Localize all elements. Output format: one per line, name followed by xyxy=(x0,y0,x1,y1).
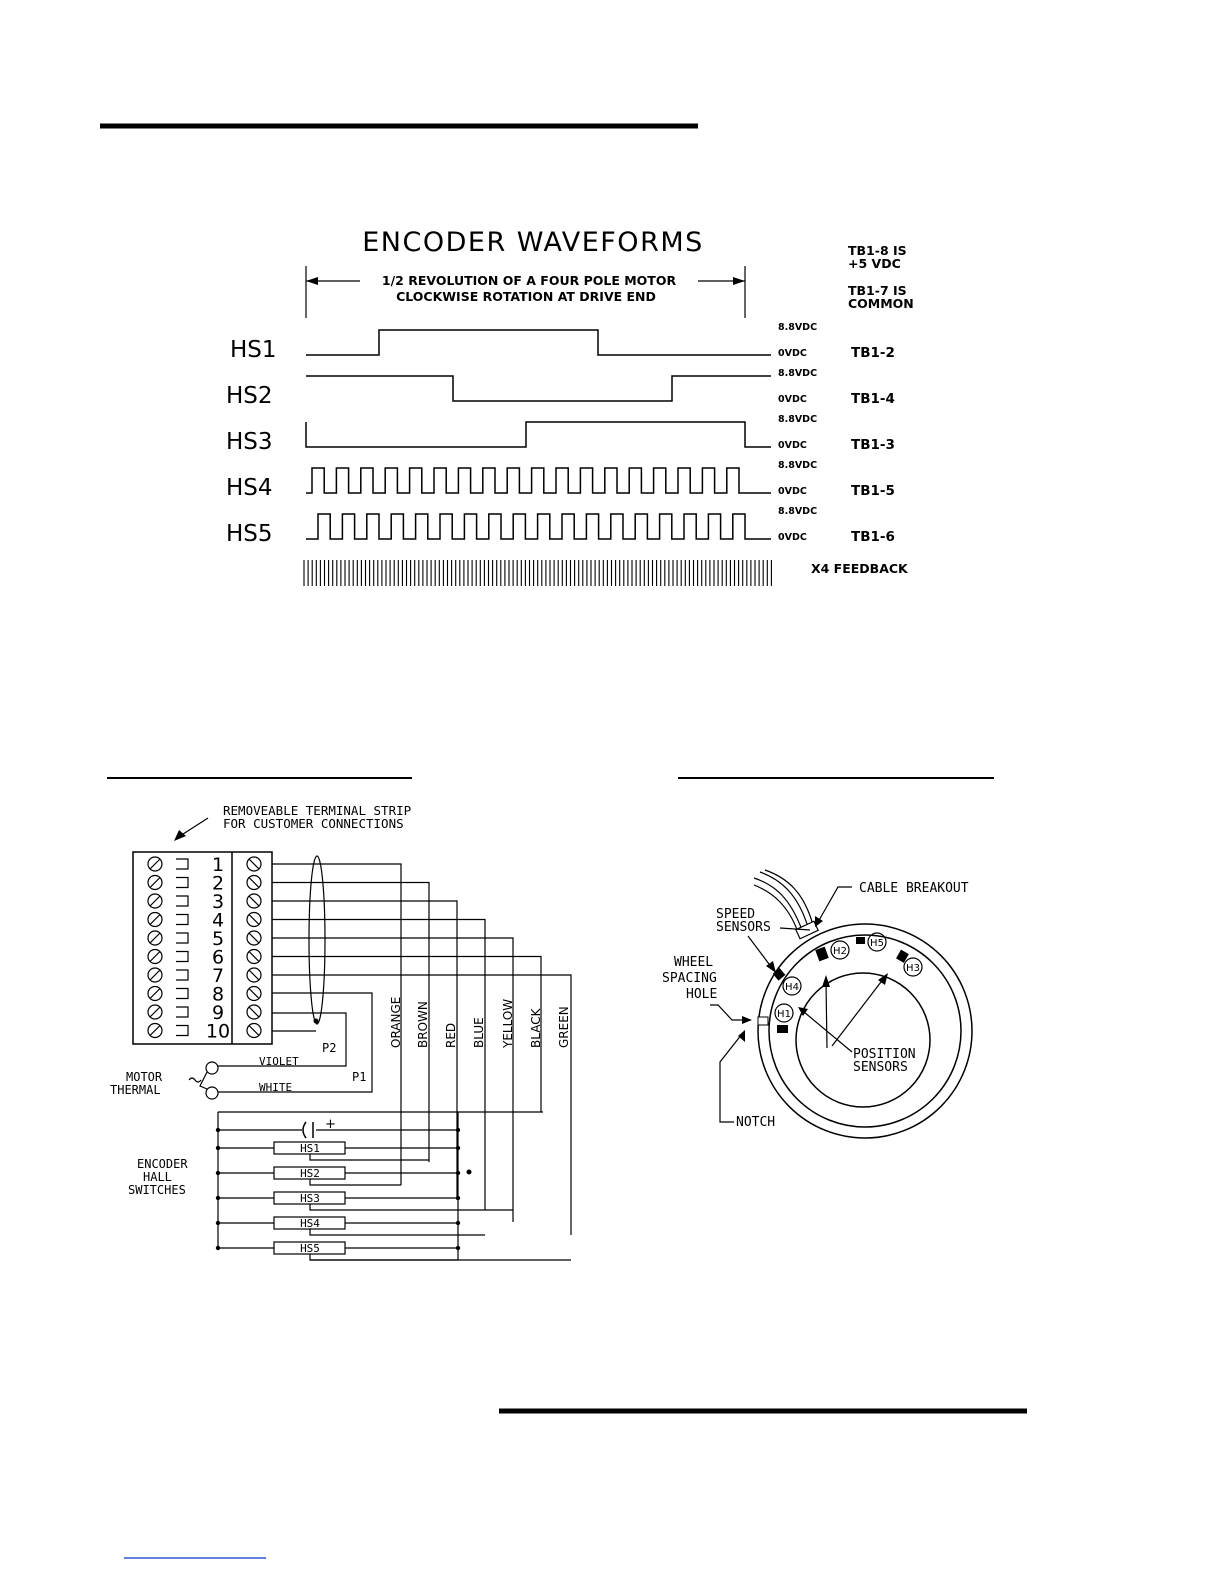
junction-dot-icon xyxy=(216,1246,220,1250)
terminal-clip-icon xyxy=(176,859,188,869)
position-sensors-label-line1: POSITION xyxy=(853,1047,916,1062)
junction-dot-icon xyxy=(216,1221,220,1225)
screw-slot-icon xyxy=(150,1026,160,1036)
terminal-row xyxy=(148,947,261,969)
terminal-block xyxy=(133,852,272,1044)
x4-feedback-label: X4 FEEDBACK xyxy=(811,561,908,576)
wire-label-brown: BROWN xyxy=(416,1001,430,1048)
note-tb1-7-line1: TB1-7 IS xyxy=(848,283,907,298)
level-high-hs5: 8.8VDC xyxy=(778,506,818,517)
sensor-h1-label: H1 xyxy=(777,1009,791,1020)
hall-output-lead xyxy=(310,1204,513,1210)
p1-label: P1 xyxy=(352,1070,367,1084)
terminal-row xyxy=(148,1021,261,1043)
terminal-clip-icon xyxy=(176,896,188,906)
hall-output-lead xyxy=(310,1229,485,1235)
screw-slot-icon xyxy=(249,878,259,888)
terminal-label-hs4: TB1-5 xyxy=(851,483,895,499)
thermal-terminal-bottom xyxy=(206,1087,218,1099)
screw-slot-icon xyxy=(150,970,160,980)
speed-sensors-label-line1: SPEED xyxy=(716,907,756,922)
terminal-row xyxy=(148,984,261,1006)
screw-slot-icon xyxy=(249,933,259,943)
terminal-clip-icon xyxy=(176,989,188,999)
encoder-waveforms xyxy=(226,227,914,586)
junction-dot-icon xyxy=(456,1221,460,1225)
terminal-rows xyxy=(148,854,261,1043)
level-high-hs3: 8.8VDC xyxy=(778,414,818,425)
hall-switch-row xyxy=(216,1242,571,1260)
junction-dot-icon xyxy=(216,1171,220,1175)
hall-output-lead xyxy=(310,1254,571,1260)
screw-slot-icon xyxy=(150,859,160,869)
notch-label: NOTCH xyxy=(736,1115,776,1130)
screw-slot-icon xyxy=(249,989,259,999)
terminal-clip-icon xyxy=(176,915,188,925)
terminal-clip-icon xyxy=(176,1026,188,1036)
sensor-h5-label: H5 xyxy=(870,938,884,949)
terminal-row xyxy=(148,1002,261,1024)
hall-switch-row xyxy=(216,1217,485,1235)
speed-sensor-block xyxy=(777,1025,788,1033)
screw-slot-icon xyxy=(150,1007,160,1017)
note-tb1-8-line1: TB1-8 IS xyxy=(848,243,907,258)
wire-label-orange: ORANGE xyxy=(389,996,403,1048)
level-low-hs2: 0VDC xyxy=(778,394,807,405)
screw-slot-icon xyxy=(249,896,259,906)
sensor-h2-label: H2 xyxy=(833,946,847,957)
arrow-right-icon xyxy=(733,277,745,285)
junction-dot-icon xyxy=(467,1170,472,1175)
note-tb1-7-line2: COMMON xyxy=(848,296,914,311)
terminal-row xyxy=(148,965,261,987)
hall-switch-label: HS1 xyxy=(300,1142,320,1155)
junction-dot-icon xyxy=(216,1196,220,1200)
terminal-number: 2 xyxy=(211,872,225,895)
strip-arrow-icon xyxy=(174,830,186,841)
notch-arrow-icon xyxy=(738,1030,745,1042)
position-leader xyxy=(804,1012,852,1052)
violet-label: VIOLET xyxy=(259,1055,299,1068)
terminal-label-hs1: TB1-2 xyxy=(851,345,895,361)
terminal-row xyxy=(148,854,261,876)
level-low-hs4: 0VDC xyxy=(778,486,807,497)
hall-switch-rows xyxy=(216,1128,571,1260)
thermal-label-line2: THERMAL xyxy=(110,1083,161,1097)
level-low-hs3: 0VDC xyxy=(778,440,807,451)
junction-dot-icon xyxy=(456,1196,460,1200)
signal-name-hs2: HS2 xyxy=(226,383,273,409)
screw-slot-icon xyxy=(150,896,160,906)
wire-label-green: GREEN xyxy=(557,1006,571,1048)
ring-middle xyxy=(769,935,961,1127)
wheel-label-line3: HOLE xyxy=(686,987,718,1002)
waveform-hs5 xyxy=(306,514,771,539)
level-high-hs2: 8.8VDC xyxy=(778,368,818,379)
wire-label-yellow: YELLOW xyxy=(501,998,515,1048)
ring-inner xyxy=(796,973,930,1107)
terminal-row xyxy=(148,928,261,950)
terminal-number: 6 xyxy=(211,946,225,969)
hall-output-lead xyxy=(310,1154,429,1160)
terminal-row xyxy=(148,910,261,932)
cable-breakout-label: CABLE BREAKOUT xyxy=(859,881,969,896)
junction-dot-icon xyxy=(216,1146,220,1150)
waveform-hs4 xyxy=(306,468,771,493)
white-lead xyxy=(218,1000,372,1092)
waveform-hs2 xyxy=(306,376,771,401)
hall-switch-label: HS2 xyxy=(300,1167,320,1180)
color-wire xyxy=(272,883,429,1163)
sensor-ring-diagram xyxy=(662,870,972,1138)
strip-leader xyxy=(180,818,208,836)
speed-sensor-block xyxy=(856,937,865,944)
hall-switch-label: HS5 xyxy=(300,1242,320,1255)
capacitor-curved-plate-icon xyxy=(303,1122,306,1138)
terminal-clip-icon xyxy=(176,970,188,980)
cable-shield-dot xyxy=(314,1019,319,1024)
screw-slot-icon xyxy=(150,933,160,943)
capacitor-plus-label: + xyxy=(325,1117,336,1132)
terminal-number: 4 xyxy=(211,909,225,932)
signal-name-hs5: HS5 xyxy=(226,521,273,547)
position-sensors-label-line2: SENSORS xyxy=(853,1060,908,1075)
thermal-terminal-top xyxy=(206,1062,218,1074)
position-leader xyxy=(826,982,827,1048)
p2-label: P2 xyxy=(322,1041,337,1055)
terminal-number: 7 xyxy=(211,965,225,987)
terminal-clip-icon xyxy=(176,952,188,962)
thermal-symbol-icon xyxy=(189,1078,201,1082)
strip-label-line2: FOR CUSTOMER CONNECTIONS xyxy=(223,816,404,831)
screw-slot-icon xyxy=(249,915,259,925)
sensor-h3-label: H3 xyxy=(906,963,920,974)
color-wire xyxy=(272,864,401,1185)
terminal-label-hs3: TB1-3 xyxy=(851,437,895,453)
screw-slot-icon xyxy=(249,1026,259,1036)
terminal-label-hs5: TB1-6 xyxy=(851,529,895,545)
terminal-8-lead xyxy=(272,993,372,1000)
level-high-hs1: 8.8VDC xyxy=(778,322,818,333)
terminal-label-hs2: TB1-4 xyxy=(851,391,895,407)
hall-label-line2: HALL xyxy=(143,1170,172,1184)
level-low-hs1: 0VDC xyxy=(778,348,807,359)
junction-dot-icon xyxy=(216,1128,220,1132)
level-high-hs4: 8.8VDC xyxy=(778,460,818,471)
hall-switch-label: HS4 xyxy=(300,1217,320,1230)
terminal-row xyxy=(148,873,261,895)
cable-breakout-arrow-icon xyxy=(815,916,823,927)
speed-leader-2 xyxy=(748,936,772,968)
terminal-row xyxy=(148,891,261,913)
screw-slot-icon xyxy=(249,952,259,962)
waveform-x4-feedback xyxy=(304,560,771,586)
signal-name-hs1: HS1 xyxy=(230,337,277,363)
screw-slot-icon xyxy=(150,952,160,962)
span-label-line1: 1/2 REVOLUTION OF A FOUR POLE MOTOR xyxy=(381,273,677,288)
strip-label-line1: REMOVEABLE TERMINAL STRIP xyxy=(223,803,412,818)
position-arrow-icon xyxy=(822,975,830,987)
span-label-line2: CLOCKWISE ROTATION AT DRIVE END xyxy=(396,289,656,304)
wire-label-black: BLACK xyxy=(529,1008,543,1048)
wheel-arrow-icon xyxy=(742,1016,752,1024)
terminal-number: 1 xyxy=(211,854,225,876)
thermal-label-line1: MOTOR xyxy=(126,1070,163,1084)
white-label: WHITE xyxy=(259,1081,293,1094)
screw-slot-icon xyxy=(150,915,160,925)
wire-label-red: RED xyxy=(444,1022,458,1048)
junction-dot-icon xyxy=(456,1146,460,1150)
ring-outer xyxy=(758,924,972,1138)
wheel-label-line2: SPACING xyxy=(662,971,717,986)
screw-slot-icon xyxy=(249,1007,259,1017)
junction-dot-icon xyxy=(456,1246,460,1250)
signal-name-hs4: HS4 xyxy=(226,475,273,501)
screw-slot-icon xyxy=(249,970,259,980)
speed-sensors-label-line2: SENSORS xyxy=(716,920,771,935)
hall-switch-label: HS3 xyxy=(300,1192,320,1205)
arrow-left-icon xyxy=(306,277,318,285)
terminal-number: 3 xyxy=(211,891,225,913)
terminal-number: 9 xyxy=(211,1002,225,1024)
terminal-clip-icon xyxy=(176,933,188,943)
hall-switch-row xyxy=(216,1142,460,1160)
wheel-label-line1: WHEEL xyxy=(674,955,714,970)
notch-mark xyxy=(758,1017,768,1025)
terminal-number: 5 xyxy=(211,928,225,950)
terminal-number: 10 xyxy=(205,1020,231,1043)
screw-slot-icon xyxy=(249,859,259,869)
waveforms-title: ENCODER WAVEFORMS xyxy=(362,227,704,258)
junction-dot-icon xyxy=(456,1128,460,1132)
waveform-hs3 xyxy=(306,422,771,447)
terminal-clip-icon xyxy=(176,878,188,888)
hall-output-lead xyxy=(310,1179,401,1185)
hall-label-line1: ENCODER xyxy=(137,1157,188,1171)
hall-label-line3: SWITCHES xyxy=(128,1183,186,1197)
junction-dot-icon xyxy=(456,1171,460,1175)
level-low-hs5: 0VDC xyxy=(778,532,807,543)
terminal-number: 8 xyxy=(211,983,225,1006)
terminal-clip-icon xyxy=(176,1007,188,1017)
speed-sensor-block xyxy=(815,947,829,962)
wiring-diagram xyxy=(110,803,571,1260)
screw-slot-icon xyxy=(150,878,160,888)
hall-switch-row xyxy=(216,1192,513,1210)
screw-slot-icon xyxy=(150,989,160,999)
cable-bundle xyxy=(309,856,325,1024)
signal-name-hs3: HS3 xyxy=(226,429,273,455)
note-tb1-8-line2: +5 VDC xyxy=(848,256,901,271)
hall-switch-row xyxy=(216,1167,460,1185)
position-leader xyxy=(832,978,884,1046)
cable-breakout-leader xyxy=(818,887,852,922)
sensor-h4-label: H4 xyxy=(785,982,799,993)
wire-label-blue: BLUE xyxy=(472,1017,486,1048)
waveform-hs1 xyxy=(306,330,771,355)
notch-leader xyxy=(720,1034,742,1122)
